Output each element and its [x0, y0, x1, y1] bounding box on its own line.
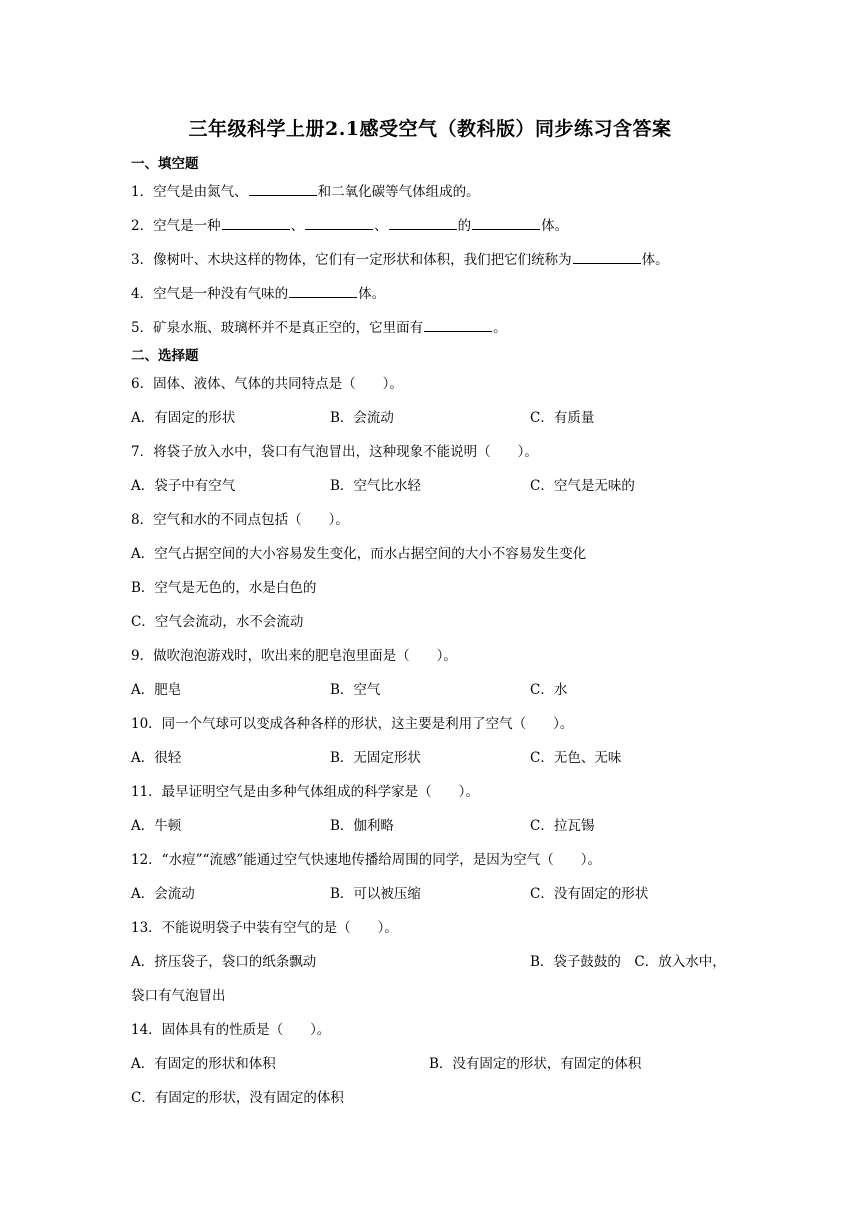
- option-b: B．空气: [330, 682, 381, 698]
- option-c: C．有固定的形状，没有固定的体积: [131, 1090, 344, 1106]
- question-14: 14．固体具有的性质是（ ）。: [131, 1022, 331, 1038]
- question-9: 9．做吹泡泡游戏时，吹出来的肥皂泡里面是（ ）。: [131, 648, 457, 664]
- option-a: A．有固定的形状: [131, 410, 236, 426]
- option-a: A．空气占据空间的大小容易发生变化，而水占据空间的大小不容易发生变化: [131, 546, 587, 562]
- option-b: B．可以被压缩: [330, 886, 421, 902]
- option-c: C．没有固定的形状: [530, 886, 649, 902]
- answer-blank: [472, 215, 540, 230]
- option-c: C．空气会流动，水不会流动: [131, 614, 304, 630]
- answer-blank: [249, 181, 317, 196]
- question-2: 2．空气是一种 、 、 的 体。: [131, 214, 568, 234]
- answer-blank: [222, 215, 290, 230]
- question-13: 13．不能说明袋子中装有空气的是（ ）。: [131, 920, 398, 936]
- option-c-continued: 袋口有气泡冒出: [131, 988, 226, 1004]
- question-10: 10．同一个气球可以变成各种各样的形状，这主要是利用了空气（ ）。: [131, 716, 574, 732]
- options-13: [131, 950, 751, 970]
- options-6: [131, 406, 751, 426]
- question-12: 12．“水痘”“流感”能通过空气快速地传播给周围的同学，是因为空气（ ）。: [131, 852, 602, 868]
- options-12: [131, 882, 751, 902]
- option-b: B．无固定形状: [330, 750, 421, 766]
- option-c: C．空气是无味的: [530, 478, 635, 494]
- section-heading-fill: 一、填空题: [131, 156, 199, 172]
- options-11: [131, 814, 751, 834]
- answer-blank: [573, 249, 641, 264]
- options-14: [131, 1052, 751, 1072]
- page-title: 三年级科学上册2.1感受空气（教科版）同步练习含答案: [188, 118, 672, 140]
- option-b: B．伽利略: [330, 818, 394, 834]
- option-a: A．很轻: [131, 750, 182, 766]
- option-c: C．无色、无味: [530, 750, 622, 766]
- option-b: B．没有固定的形状，有固定的体积: [429, 1056, 642, 1072]
- option-a: A．挤压袋子，袋口的纸条飘动: [131, 954, 317, 970]
- option-b: B．空气是无色的，水是白色的: [131, 580, 317, 596]
- option-b-c: B．袋子鼓鼓的 C．放入水中，: [530, 954, 726, 970]
- option-a: A．有固定的形状和体积: [131, 1056, 276, 1072]
- answer-blank: [389, 215, 457, 230]
- options-10: [131, 746, 751, 766]
- question-3: 3．像树叶、木块这样的物体，它们有一定形状和体积，我们把它们统称为 体。: [131, 248, 669, 268]
- options-9: [131, 678, 751, 698]
- section-heading-choice: 二、选择题: [131, 348, 199, 364]
- option-a: A．袋子中有空气: [131, 478, 236, 494]
- answer-blank: [305, 215, 373, 230]
- option-c: C．水: [530, 682, 568, 698]
- question-5: 5．矿泉水瓶、玻璃杯并不是真正空的，它里面有 。: [131, 316, 507, 336]
- option-b: B．会流动: [330, 410, 394, 426]
- answer-blank: [289, 283, 357, 298]
- option-c: C．有质量: [530, 410, 595, 426]
- question-4: 4．空气是一种没有气味的 体。: [131, 282, 385, 302]
- option-c: C．拉瓦锡: [530, 818, 595, 834]
- option-a: A．牛顿: [131, 818, 182, 834]
- option-a: A．肥皂: [131, 682, 182, 698]
- question-11: 11．最早证明空气是由多种气体组成的科学家是（ ）。: [131, 784, 479, 800]
- options-7: [131, 474, 751, 494]
- question-7: 7．将袋子放入水中，袋口有气泡冒出，这种现象不能说明（ ）。: [131, 444, 538, 460]
- option-a: A．会流动: [131, 886, 195, 902]
- question-1: 1．空气是由氮气、 和二氧化碳等气体组成的。: [131, 180, 480, 200]
- answer-blank: [424, 317, 492, 332]
- question-8: 8．空气和水的不同点包括（ ）。: [131, 512, 349, 528]
- option-b: B．空气比水轻: [330, 478, 421, 494]
- question-6: 6．固体、液体、气体的共同特点是（ ）。: [131, 376, 403, 392]
